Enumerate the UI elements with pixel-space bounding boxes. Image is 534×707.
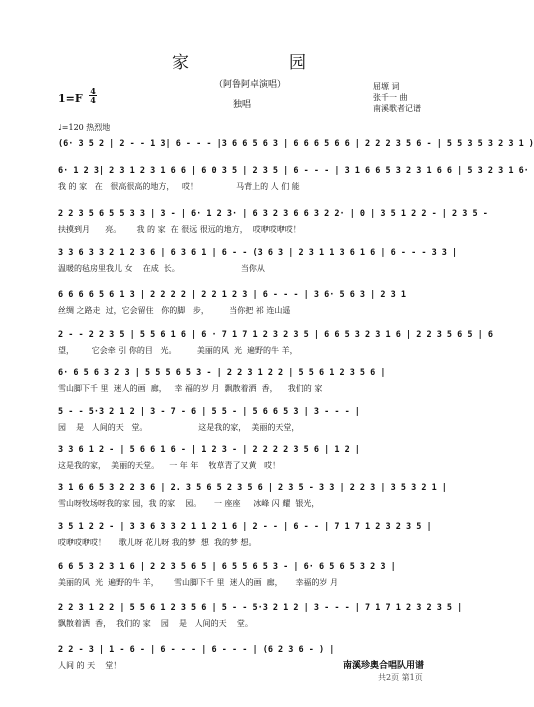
choir-stamp: 南溪珍奥合唱队用谱 [343,661,425,671]
score-staff: 3 3 6 3 3 2 1 2 3 6 | 6 3 6 1 | 6 - - (3 6 3 | 2 3 1 1 3 6 1 6 | 6 - - - 3 3 | [58,248,458,258]
time-signature [89,87,97,104]
score-lyrics: 丝绸 之路走 过，它会留住 你的脚 步， 当你把 祁 连山遥 [58,306,291,315]
score-lyrics: 温暖的毡房里我儿 女 在成 长。 当你从 [58,264,265,273]
score-staff: 3 1 6 6 5 3 2 2 3 6 | 2. 3 5 6 5 2 3 5 6 | 2 3 5 - 3 3 | 2 2 3 | 3 5 3 2 1 | [58,483,447,493]
credit-composer: 张千一 曲 [373,93,408,102]
score-lyrics: 哎咿哎咿哎！ 歌儿呀 花儿呀 我的梦 想 我的梦 想。 [58,538,257,547]
song-title: 家 园 [172,53,328,73]
credit-lyricist: 屈塬 词 [373,82,400,91]
score-lyrics: 美丽的风 光 遍野的牛 羊， 雪山脚下千 里 迷人的画 廊， 幸福的岁 月 [58,578,338,587]
song-subtitle: （阿鲁阿卓演唱） [213,80,286,90]
score-lyrics: 扶摸到月 亮。 我 的 家 在 很远 很远的地方， 哎咿哎咿哎！ [58,225,301,234]
score-lyrics: 这是我的家， 美丽的天堂。 一 年 年 牧草青了又黄 哎！ [58,461,281,470]
performance-type: 独唱 [233,100,252,110]
score-lyrics: 我 的 家 在 很高很高的地方， 哎！ 马背上的 人 们 能 [58,182,300,191]
score-lyrics: 人间 的 天 堂！ [58,661,122,670]
credit-transcriber: 南溪歌者记谱 [373,104,421,113]
score-staff: (6· 3 5 2 | 2 - - 1 3| 6 - - - |3 6 6 5 6 3 | 6 6 6 5 6 6 | 2 2 2 3 5 6 - | 5 5 3 5 3 2 3 1 ) [58,139,534,149]
score-lyrics: 望， 它会牵 引 你的目 光。 美丽的风 光 遍野的牛 羊， [58,346,298,355]
score-staff: 6 6 5 3 2 3 1 6 | 2 2 3 5 6 5 | 6 5 5 6 5 3 - | 6· 6 5 6 5 3 2 3 | [58,562,396,572]
score-staff: 5 - - 5·3 2 1 2 | 3 - 7 - 6 | 5 5 - | 5 6 6 5 3 | 3 - - - | [58,407,360,417]
score-lyrics: 雪山脚下千 里 迷人的画 廊， 幸 福的岁 月 飘散着洒 香， 我们的 家 [58,384,323,393]
score-staff: 3 5 1 2 2 - | 3 3 6 3 3 2 1 1 2 1 6 | 2 - - | 6 - - | 7 1 7 1 2 3 2 3 5 | [58,522,432,532]
score-staff: 2 2 3 5 6 5 5 3 3 | 3 - | 6· 1 2 3· | 6 3 2 3 6 6 3 2 2· | 0 | 3 5 1 2 2 - | 2 3 5 - [58,209,488,219]
score-lyrics: 雪山呀牧场呀我的家 园，我 的家 园。 一 座座 冰峰 闪 耀 银光， [58,499,320,508]
page-number: 共2页 第1页 [378,673,423,682]
score-staff: 2 - - 2 2 3 5 | 5 5 6 1 6 | 6 · 7 1 7 1 2 3 2 3 5 | 6 6 5 3 2 3 1 6 | 2 2 3 5 6 5 | 6 [58,330,493,340]
score-staff: 6· 1 2 3| 2 3 1 2 3 1 6 6 | 6 0 3 5 | 2 3 5 | 6 - - - | 3 1 6 6 5 3 2 3 1 6 6 | 5 3 2 3 1 6· [58,166,529,176]
time-signature-top: 4 [90,86,96,96]
key-signature: 1=F [58,92,83,105]
time-signature-bottom: 4 [90,95,96,105]
score-staff: 2 2 - 3 | 1 - 6 - | 6 - - - | 6 - - - | (6 2 3 6 - ) | [58,645,335,655]
score-staff: 6· 6 5 6 3 2 3 | 5 5 5 6 5 3 - | 2 2 3 1 2 2 | 5 5 6 1 2 3 5 6 | [58,368,386,378]
score-staff: 6 6 6 6 5 6 1 3 | 2 2 2 2 | 2 2 1 2 3 | 6 - - - | 3 6· 5 6 3 | 2 3 1 [58,290,406,300]
score-lyrics: 飘散着洒 香， 我们的 家 园 是 人间的天 堂。 [58,619,253,628]
tempo-marking: ♩=120 热烈地 [58,123,111,132]
credits [373,81,421,114]
score-lyrics: 园 是 人间的天 堂。 这是我的家， 美丽的天堂， [58,423,300,432]
score-staff: 2 2 3 1 2 2 | 5 5 6 1 2 3 5 6 | 5 - - 5·3 2 1 2 | 3 - - - | 7 1 7 1 2 3 2 3 5 | [58,603,463,613]
score-staff: 3 3 6 1 2 - | 5 6 6 1 6 - | 1 2 3 - | 2 2 2 2 3 5 6 | 1 2 | [58,445,360,455]
